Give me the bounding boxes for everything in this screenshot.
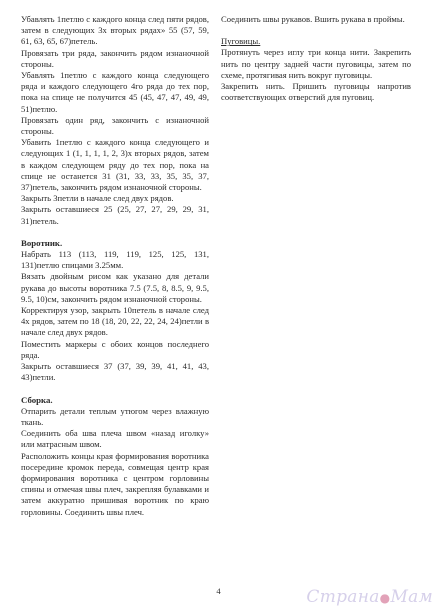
paragraph: Закрыть оставшиеся 25 (25, 27, 27, 29, 29, 31, 31)петель. [21, 204, 209, 226]
watermark-text-1: Страна [306, 587, 380, 607]
section-heading-buttons: Пуговицы. [221, 36, 261, 47]
paragraph: Убавлять 1петлю с каждого конца след пяти рядов, затем в следующих 3х вторых рядах» 55 (57, 59, 61, 63, 65, 67)петель. [21, 14, 209, 47]
paragraph: Закрепить нить. Пришить пуговицы напротив соответствующих отверстий для пуговиц. [221, 81, 411, 103]
section-heading-collar: Воротник. [21, 237, 63, 248]
paragraph: Поместить маркеры с обоих концов последнего ряда. [21, 338, 209, 360]
spacer [221, 25, 411, 36]
paragraph: Отпарить детали теплым утюгом через влажную ткань. [21, 405, 209, 427]
site-watermark [306, 587, 433, 607]
left-column [21, 14, 209, 518]
paragraph: Провязать один ряд, закончить с изнаночной стороны. [21, 114, 209, 137]
paragraph: Соединить швы рукавов. Вшить рукава в проймы. [221, 14, 405, 24]
section-heading-assembly: Сборка. [21, 394, 53, 405]
paragraph: Набрать 113 (113, 119, 119, 125, 125, 131, 131)петлю спицами 3.25мм. [21, 249, 209, 271]
spacer [21, 227, 209, 238]
paragraph: Корректируя узор, закрыть 10петель в начале след 4х рядов, затем по 18 (18, 20, 22, 22, 24, 24)петли в начале след двух рядов. [21, 305, 209, 338]
right-column [221, 14, 411, 103]
paragraph: Закрыть оставшиеся 37 (37, 39, 39, 41, 41, 43, 43)петли. [21, 361, 209, 383]
page-number: 4 [216, 586, 221, 596]
paragraph: Соединить оба шва плеча швом «назад иголку» или матрасным швом. [21, 428, 209, 450]
paragraph: Убавить 1петлю с каждого конца следующего и следующих 1 (1, 1, 1, 1, 2, 3)х вторых рядов, затем в каждом следующем ряду до тех пор, пока на спице не останется 31 (31, 33, 33, 35, 35, 37, 37)петель, закончить рядом изнаночной стороны. [21, 137, 209, 193]
paragraph: Протянуть через иглу три конца нити. Закрепить нить по центру задней части пуговицы, затем по схеме, протягивая нить вокруг пуговицы. [221, 47, 411, 80]
paragraph: Убавлять 1петлю с каждого конца следующего ряда и каждого следующего 4го ряда до тех пор, пока на спице не получится 45 (45, 47, 47, 49, 49, 51)петлю. [21, 70, 209, 114]
paragraph: Вязать двойным рисом как указано для детали рукава до высоты воротника 7.5 (7.5, 8, 8.5, 9, 9.5, 9.5, 10)см, закончить рядом изнаночной стороны. [21, 271, 209, 304]
paragraph: Закрыть 3петли в начале след двух рядов. [21, 193, 174, 204]
spacer [21, 384, 209, 395]
watermark-text-2: Мам [390, 587, 433, 607]
paragraph: Провязать три ряда, закончить рядом изнаночной стороны. [21, 47, 209, 69]
watermark-dot-icon: ● [379, 591, 391, 605]
paragraph: Расположить концы края формирования воротника посередине кромок переда, совмещая центр края формирования воротника с центром горловины спины и отмечая швы плеч, закрепляя булавками и затем аккуратно пришивая воротник по краю горловины. Соединить швы плеч. [21, 450, 209, 517]
